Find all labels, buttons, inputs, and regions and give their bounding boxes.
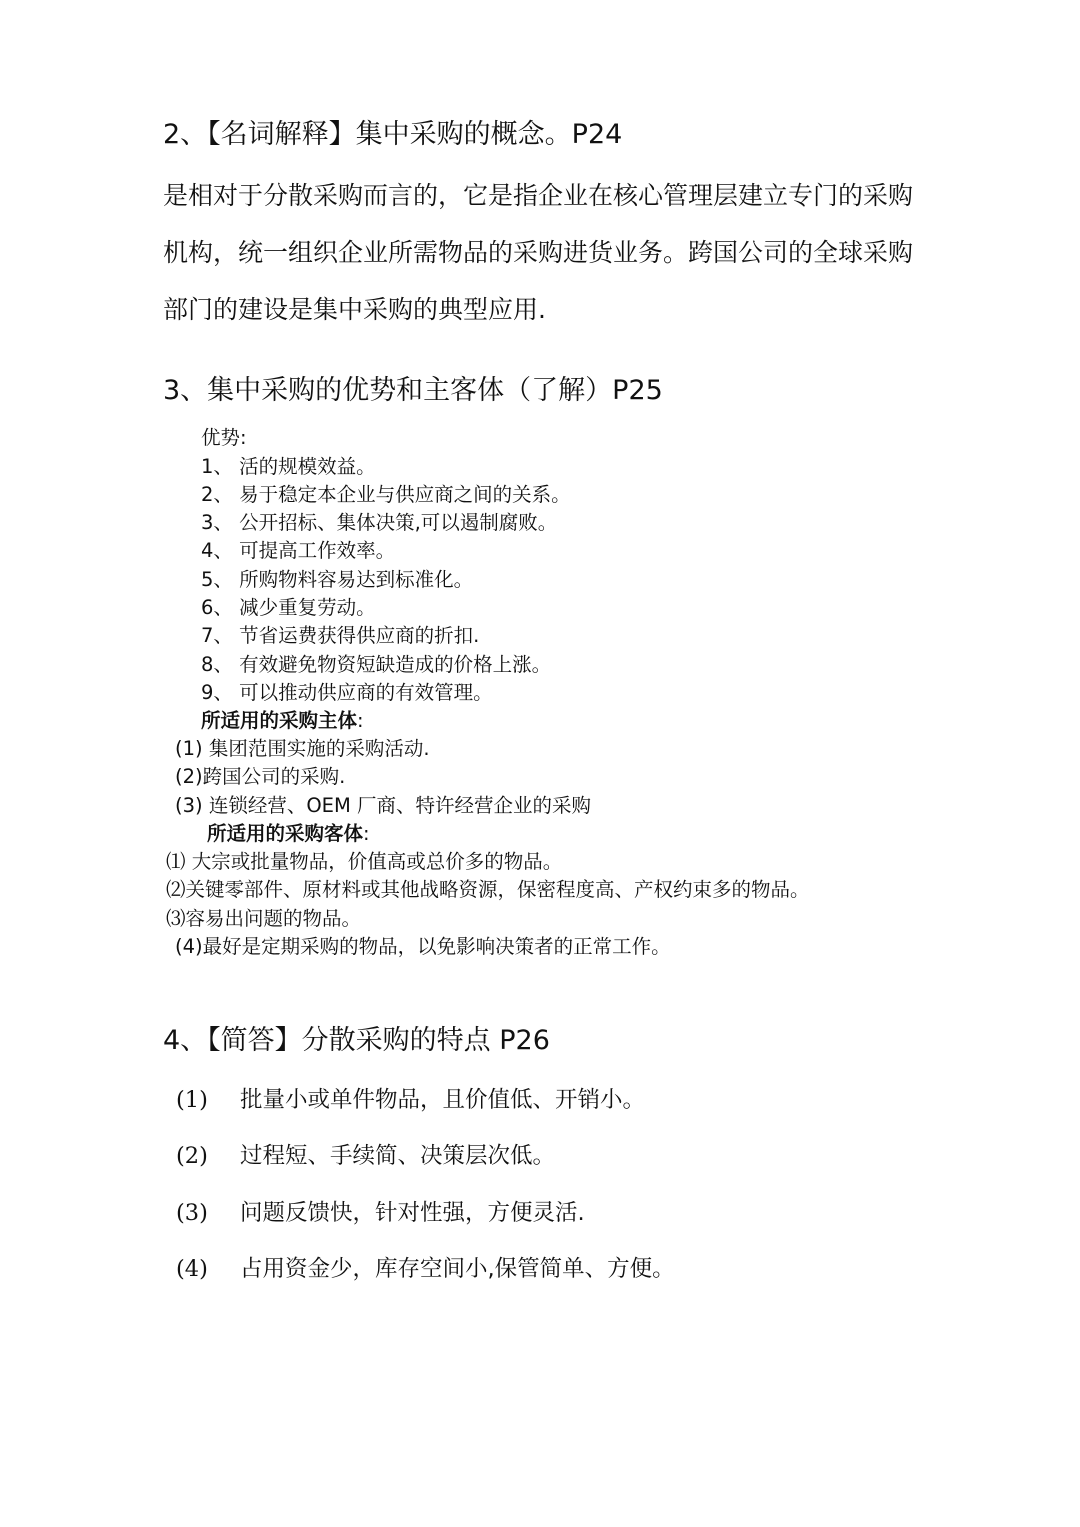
feature-item-1 (176, 1089, 645, 1112)
feature-item-1-number: (1) (176, 1087, 208, 1113)
feature-item-3-number: (3) (176, 1200, 208, 1226)
object-item-4: (4)最好是定期采购的物品，以免影响决策者的正常工作。 (175, 935, 671, 958)
subject-title: 所适用的采购主体 (201, 709, 358, 732)
section3-heading: 3、集中采购的优势和主客体（了解）P25 (163, 375, 663, 406)
object-item-2: ⑵关键零部件、原材料或其他战略资源，保密程度高、产权约束多的物品。 (166, 878, 810, 901)
object-item-1: ⑴ 大宗或批量物品，价值高或总价多的物品。 (166, 850, 563, 873)
feature-item-4-number: (4) (176, 1256, 208, 1282)
feature-item-2 (176, 1145, 555, 1168)
object-title: 所适用的采购客体 (207, 822, 364, 845)
section2-paragraph-line-3: 部门的建设是集中采购的典型应用. (163, 295, 546, 324)
advantage-item-4: 4、 可提高工作效率。 (201, 539, 396, 562)
advantage-item-2: 2、 易于稳定本企业与供应商之间的关系。 (201, 483, 571, 506)
subject-title-row (201, 711, 364, 731)
advantage-item-5: 5、 所购物料容易达到标准化。 (201, 568, 474, 591)
section2-heading: 2、【名词解释】集中采购的概念。P24 (163, 119, 623, 150)
feature-item-2-text: 过程短、手续简、决策层次低。 (240, 1143, 556, 1169)
object-item-3: ⑶容易出问题的物品。 (166, 907, 362, 930)
subject-item-3: (3) 连锁经营、OEM 厂商、特许经营企业的采购 (175, 794, 592, 817)
advantages-title: 优势: (201, 426, 247, 449)
object-title-colon: : (363, 822, 370, 845)
feature-item-3 (176, 1202, 585, 1225)
subject-title-colon: : (357, 709, 364, 732)
feature-item-2-number: (2) (176, 1143, 208, 1169)
section2-paragraph-line-2: 机构，统一组织企业所需物品的采购进货业务。跨国公司的全球采购 (163, 238, 914, 267)
feature-item-4-text: 占用资金少，库存空间小,保管简单、方便。 (240, 1256, 675, 1282)
feature-item-1-text: 批量小或单件物品，且价值低、开销小。 (240, 1087, 646, 1113)
advantage-item-1: 1、 活的规模效益。 (201, 455, 376, 478)
advantage-item-6: 6、 减少重复劳动。 (201, 596, 376, 619)
advantage-item-9: 9、 可以推动供应商的有效管理。 (201, 681, 493, 704)
section2-paragraph-line-1: 是相对于分散采购而言的，它是指企业在核心管理层建立专门的采购 (163, 181, 914, 210)
subject-item-1: (1) 集团范围实施的采购活动. (175, 737, 430, 760)
subject-item-2: (2)跨国公司的采购. (175, 765, 346, 788)
advantage-item-8: 8、 有效避免物资短缺造成的价格上涨。 (201, 653, 552, 676)
feature-item-3-text: 问题反馈快，针对性强，方便灵活. (240, 1200, 585, 1226)
advantage-item-3: 3、 公开招标、集体决策,可以遏制腐败。 (201, 511, 558, 534)
section4-heading: 4、【简答】分散采购的特点 P26 (163, 1025, 550, 1056)
feature-item-4 (176, 1258, 675, 1281)
advantage-item-7: 7、 节省运费获得供应商的折扣. (201, 624, 480, 647)
object-title-row (207, 824, 370, 844)
